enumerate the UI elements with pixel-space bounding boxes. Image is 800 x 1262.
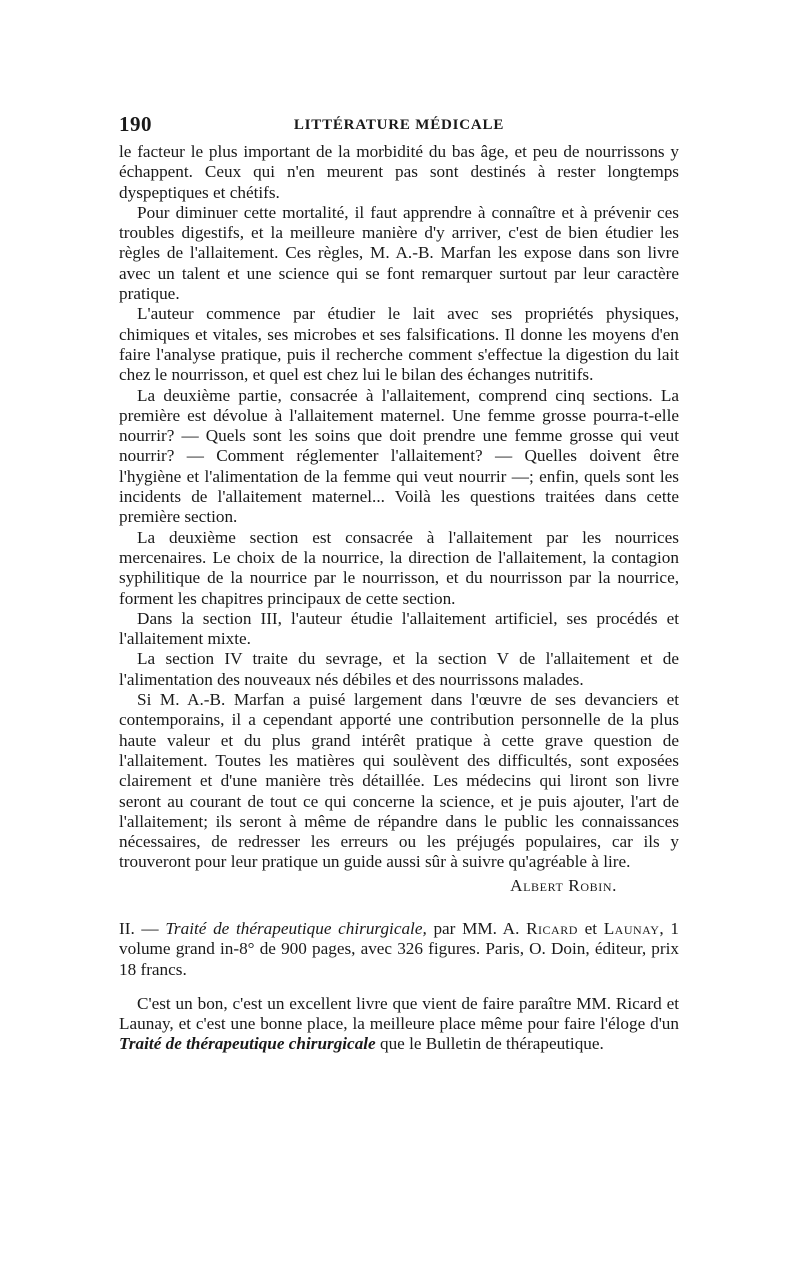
paragraph-3: L'auteur commence par étudier le lait avec ses propriétés physiques, chimiques et vitales, ses microbes et ses falsifications. Il donne les moyens d'en faire l'analyse pratique, puis il recherche comment s'effectue la digestion du lait chez le nourrisson, et quel est chez lui le bilan des échanges nutritifs. (119, 304, 679, 385)
review-heading (119, 919, 679, 980)
review-body (119, 994, 679, 1055)
running-title: LITTÉRATURE MÉDICALE (293, 117, 505, 133)
review-et: et (584, 918, 597, 938)
review-body-end: que le Bulletin de thérapeutique. (379, 1034, 604, 1054)
paragraph-1: le facteur le plus important de la morbidité du bas âge, et peu de nourrissons y échappent. Ceux qui n'en meurent pas sont destinés à rester longtemps dyspeptiques et chétifs. (119, 142, 679, 202)
paragraph-7: La section IV traite du sevrage, et la section V de l'allaitement et de l'alimentation des nouveaux nés débiles et des nourrissons malades. (119, 649, 679, 689)
review-number: II. — (119, 918, 159, 938)
paragraph-5: La deuxième section est consacrée à l'allaitement par les nourrices mercenaires. Le choix de la nourrice, la direction de l'allaitement, la contagion syphilitique de la nourrice par le nourrisson, et du nourrisson par la nourrice, forment les chapitres principaux de cette section. (119, 527, 679, 608)
page-number: 190 (119, 112, 152, 136)
book-page (119, 112, 679, 1055)
article-body (119, 142, 679, 873)
author-signature: Albert Robin. (510, 875, 617, 895)
review-paragraph (119, 994, 679, 1055)
review-author-1: Ricard (526, 918, 578, 938)
review-body-start: C'est un bon, c'est un excellent livre que vient de faire paraître MM. Ricard et Launay, et c'est une bonne place, la meilleure place même pour faire l'éloge d'un (119, 993, 679, 1034)
review-book-title: Traité de thérapeutique chirurgicale, (165, 918, 427, 938)
review-author-2: Launay (603, 918, 660, 938)
paragraph-4: La deuxième partie, consacrée à l'allaitement, comprend cinq sections. La première est dévolue à l'allaitement maternel. Une femme grosse pourra-t-elle nourrir? — Quels sont les soins que doit prendre une femme grosse qui veut nourrir? — Comment réglementer l'allaitement? — Quelles doivent être l'hygiène et l'alimentation de la femme qui veut nourrir —; enfin, quels sont les incidents de l'allaitement maternel... Voilà les questions traitées dans cette première section. (119, 385, 679, 527)
paragraph-6: Dans la section III, l'auteur étudie l'allaitement artificiel, ses procédés et l'allaitement mixte. (119, 608, 679, 649)
page-header (119, 112, 679, 142)
review-par: par MM. A. (433, 918, 520, 938)
paragraph-8: Si M. A.-B. Marfan a puisé largement dans l'œuvre de ses devanciers et contemporains, il a cependant apporté une contribution personnelle de la plus haute valeur et du plus grand intérêt pratique à cette grave question de l'allaitement. Toutes les matières qui soulèvent des difficultés, sont exposées clairement et d'une manière très détaillée. Les médecins qui liront son livre seront au courant de tout ce qui concerne la science, et je puis ajouter, l'art de l'allaitement; ils seront à même de répandre dans le public les connaissances nécessaires, de redresser les erreurs ou les préjugés populaires, car ils y trouveront pour leur pratique un guide aussi sûr à suivre qu'agréable à lire. (119, 690, 679, 872)
paragraph-2: Pour diminuer cette mortalité, il faut apprendre à connaître et à prévenir ces troubles digestifs, et la meilleure manière d'y arriver, c'est de bien étudier les règles de l'allaitement. Ces règles, M. A.-B. Marfan les expose dans son livre avec un talent et une science qui se font remarquer surtout par leur caractère pratique. (119, 202, 679, 304)
review-details: , 1 volume grand in-8° de 900 pages, avec 326 figures. Paris, O. Doin, éditeur, prix 18 francs. (119, 918, 679, 979)
review-body-title: Traité de thérapeutique chirurgicale (119, 1034, 376, 1054)
